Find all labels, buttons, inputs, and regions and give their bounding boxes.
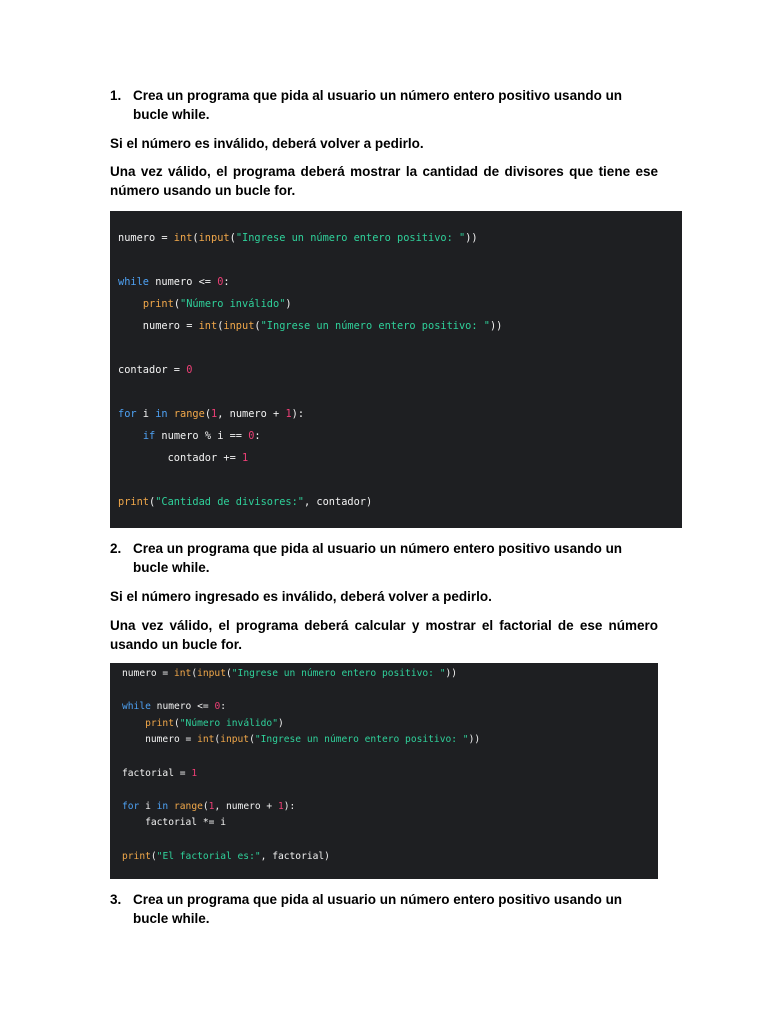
code-token: numero = — [122, 668, 174, 679]
code-line — [122, 668, 457, 679]
code-token: ( — [214, 734, 221, 746]
code-token: ( — [173, 298, 181, 310]
code-token: 1 — [285, 408, 292, 420]
list-number: 2. — [110, 541, 122, 556]
code-token: int — [197, 734, 215, 746]
code-token: input — [198, 232, 230, 244]
code-line — [122, 718, 284, 729]
code-token: "Ingrese un número entero positivo: " — [235, 232, 466, 244]
code-token: numero % i == — [155, 430, 249, 442]
paragraph: Una vez válido, el programa deberá mostrar la cantidad de divisores que tiene ese número usando un bucle for. — [110, 164, 658, 198]
paragraph: Una vez válido, el programa deberá calcular y mostrar el factorial de ese número usando un bucle for. — [110, 618, 658, 652]
code-token: i — [139, 800, 157, 812]
code-token: print — [122, 850, 151, 862]
code-token: )) — [465, 232, 478, 244]
code-token: numero = — [118, 232, 174, 244]
paragraph: Si el número ingresado es inválido, deberá volver a pedirlo. — [110, 589, 492, 604]
code-token: ): — [283, 800, 296, 812]
code-line — [122, 701, 226, 712]
code-token: ( — [202, 800, 209, 812]
code-token: in — [155, 408, 168, 420]
code-token: ( — [149, 496, 156, 508]
code-token: 0 — [248, 430, 255, 442]
code-line — [118, 496, 372, 508]
code-token: ( — [191, 668, 198, 679]
code-token: print — [118, 496, 149, 508]
code-token: ( — [204, 408, 212, 420]
code-token: 1 — [211, 408, 218, 420]
code-token: int — [173, 668, 192, 679]
code-token: 0 — [214, 701, 221, 713]
list-item-text: Crea un programa que pida al usuario un número entero positivo usando un bucle while. — [133, 541, 623, 575]
code-line — [118, 452, 248, 464]
code-token: "Ingrese un número entero positivo: " — [254, 734, 469, 746]
list-item-text: Crea un programa que pida al usuario un número entero positivo usando un bucle while. — [133, 88, 623, 122]
code-token: 0 — [217, 276, 224, 288]
code-token: for — [122, 800, 140, 812]
code-line — [122, 768, 197, 779]
code-token: ( — [225, 668, 232, 679]
code-token: 1 — [191, 767, 198, 779]
code-block-1 — [110, 211, 682, 528]
code-token: factorial = — [122, 767, 192, 779]
code-token: , factorial) — [260, 850, 330, 862]
code-line — [118, 320, 502, 332]
code-line — [122, 851, 330, 862]
code-token: 1 — [242, 452, 249, 464]
code-line — [122, 801, 295, 812]
code-token: )) — [489, 320, 503, 332]
code-token: numero <= — [150, 701, 215, 713]
code-token: while — [118, 276, 149, 288]
code-token — [118, 430, 143, 442]
code-token: contador = — [118, 364, 187, 376]
code-token: numero = — [122, 734, 198, 746]
code-token: ( — [217, 320, 224, 332]
code-token: 1 — [278, 800, 284, 812]
code-line — [122, 734, 480, 745]
code-token: contador += — [118, 452, 242, 464]
code-token: numero <= — [149, 276, 218, 288]
code-token: ( — [192, 232, 199, 244]
code-token: "Número inválido" — [180, 298, 286, 310]
code-token: input — [220, 734, 250, 746]
code-token: range — [174, 800, 203, 812]
code-token: "Ingrese un número entero positivo: " — [231, 668, 446, 679]
code-line — [118, 276, 230, 288]
code-token: , contador) — [304, 496, 373, 508]
code-token: )) — [445, 668, 458, 679]
code-token: while — [122, 701, 151, 713]
list-number: 1. — [110, 88, 122, 103]
code-token: ( — [229, 232, 236, 244]
code-line — [118, 364, 192, 376]
code-token: for — [118, 408, 137, 420]
code-line — [118, 430, 261, 442]
code-token: "Cantidad de divisores:" — [155, 496, 304, 508]
code-token: , numero + — [217, 408, 286, 420]
code-token: range — [173, 408, 205, 420]
code-token: print — [142, 298, 174, 310]
code-token: int — [173, 232, 193, 244]
code-token — [118, 298, 143, 310]
code-token: if — [142, 430, 156, 442]
code-token: factorial *= i — [122, 817, 226, 829]
code-token: : — [254, 430, 261, 442]
code-token: ( — [249, 734, 255, 746]
code-token: ( — [150, 850, 157, 862]
code-token: , numero + — [214, 800, 278, 812]
code-token: "El factorial es:" — [156, 850, 261, 862]
code-token: i — [136, 408, 156, 420]
code-token: in — [156, 800, 169, 812]
code-token: )) — [468, 734, 481, 746]
code-token: input — [197, 668, 226, 679]
code-block-2 — [110, 663, 658, 879]
code-token: ( — [254, 320, 261, 332]
code-line — [118, 298, 292, 310]
list-number: 3. — [110, 892, 122, 907]
code-token: ) — [285, 298, 292, 310]
code-token: : — [223, 276, 230, 288]
paragraph: Si el número es inválido, deberá volver a pedirlo. — [110, 136, 424, 151]
code-token — [122, 718, 145, 729]
code-token: "Número inválido" — [179, 717, 278, 729]
code-line — [118, 408, 304, 420]
code-token: 0 — [186, 364, 193, 376]
code-token: ( — [174, 717, 180, 729]
code-token: : — [220, 701, 226, 713]
code-line — [118, 232, 478, 244]
code-token: ) — [277, 717, 284, 729]
code-token: ): — [291, 408, 305, 420]
code-token: print — [145, 717, 174, 729]
code-token: numero = — [118, 320, 199, 332]
code-token: 1 — [208, 800, 215, 812]
code-token: input — [223, 320, 255, 332]
code-token: "Ingrese un número entero positivo: " — [260, 320, 490, 332]
list-item-text: Crea un programa que pida al usuario un número entero positivo usando un bucle while. — [133, 892, 623, 926]
code-token: int — [198, 320, 218, 332]
code-line — [122, 817, 226, 828]
